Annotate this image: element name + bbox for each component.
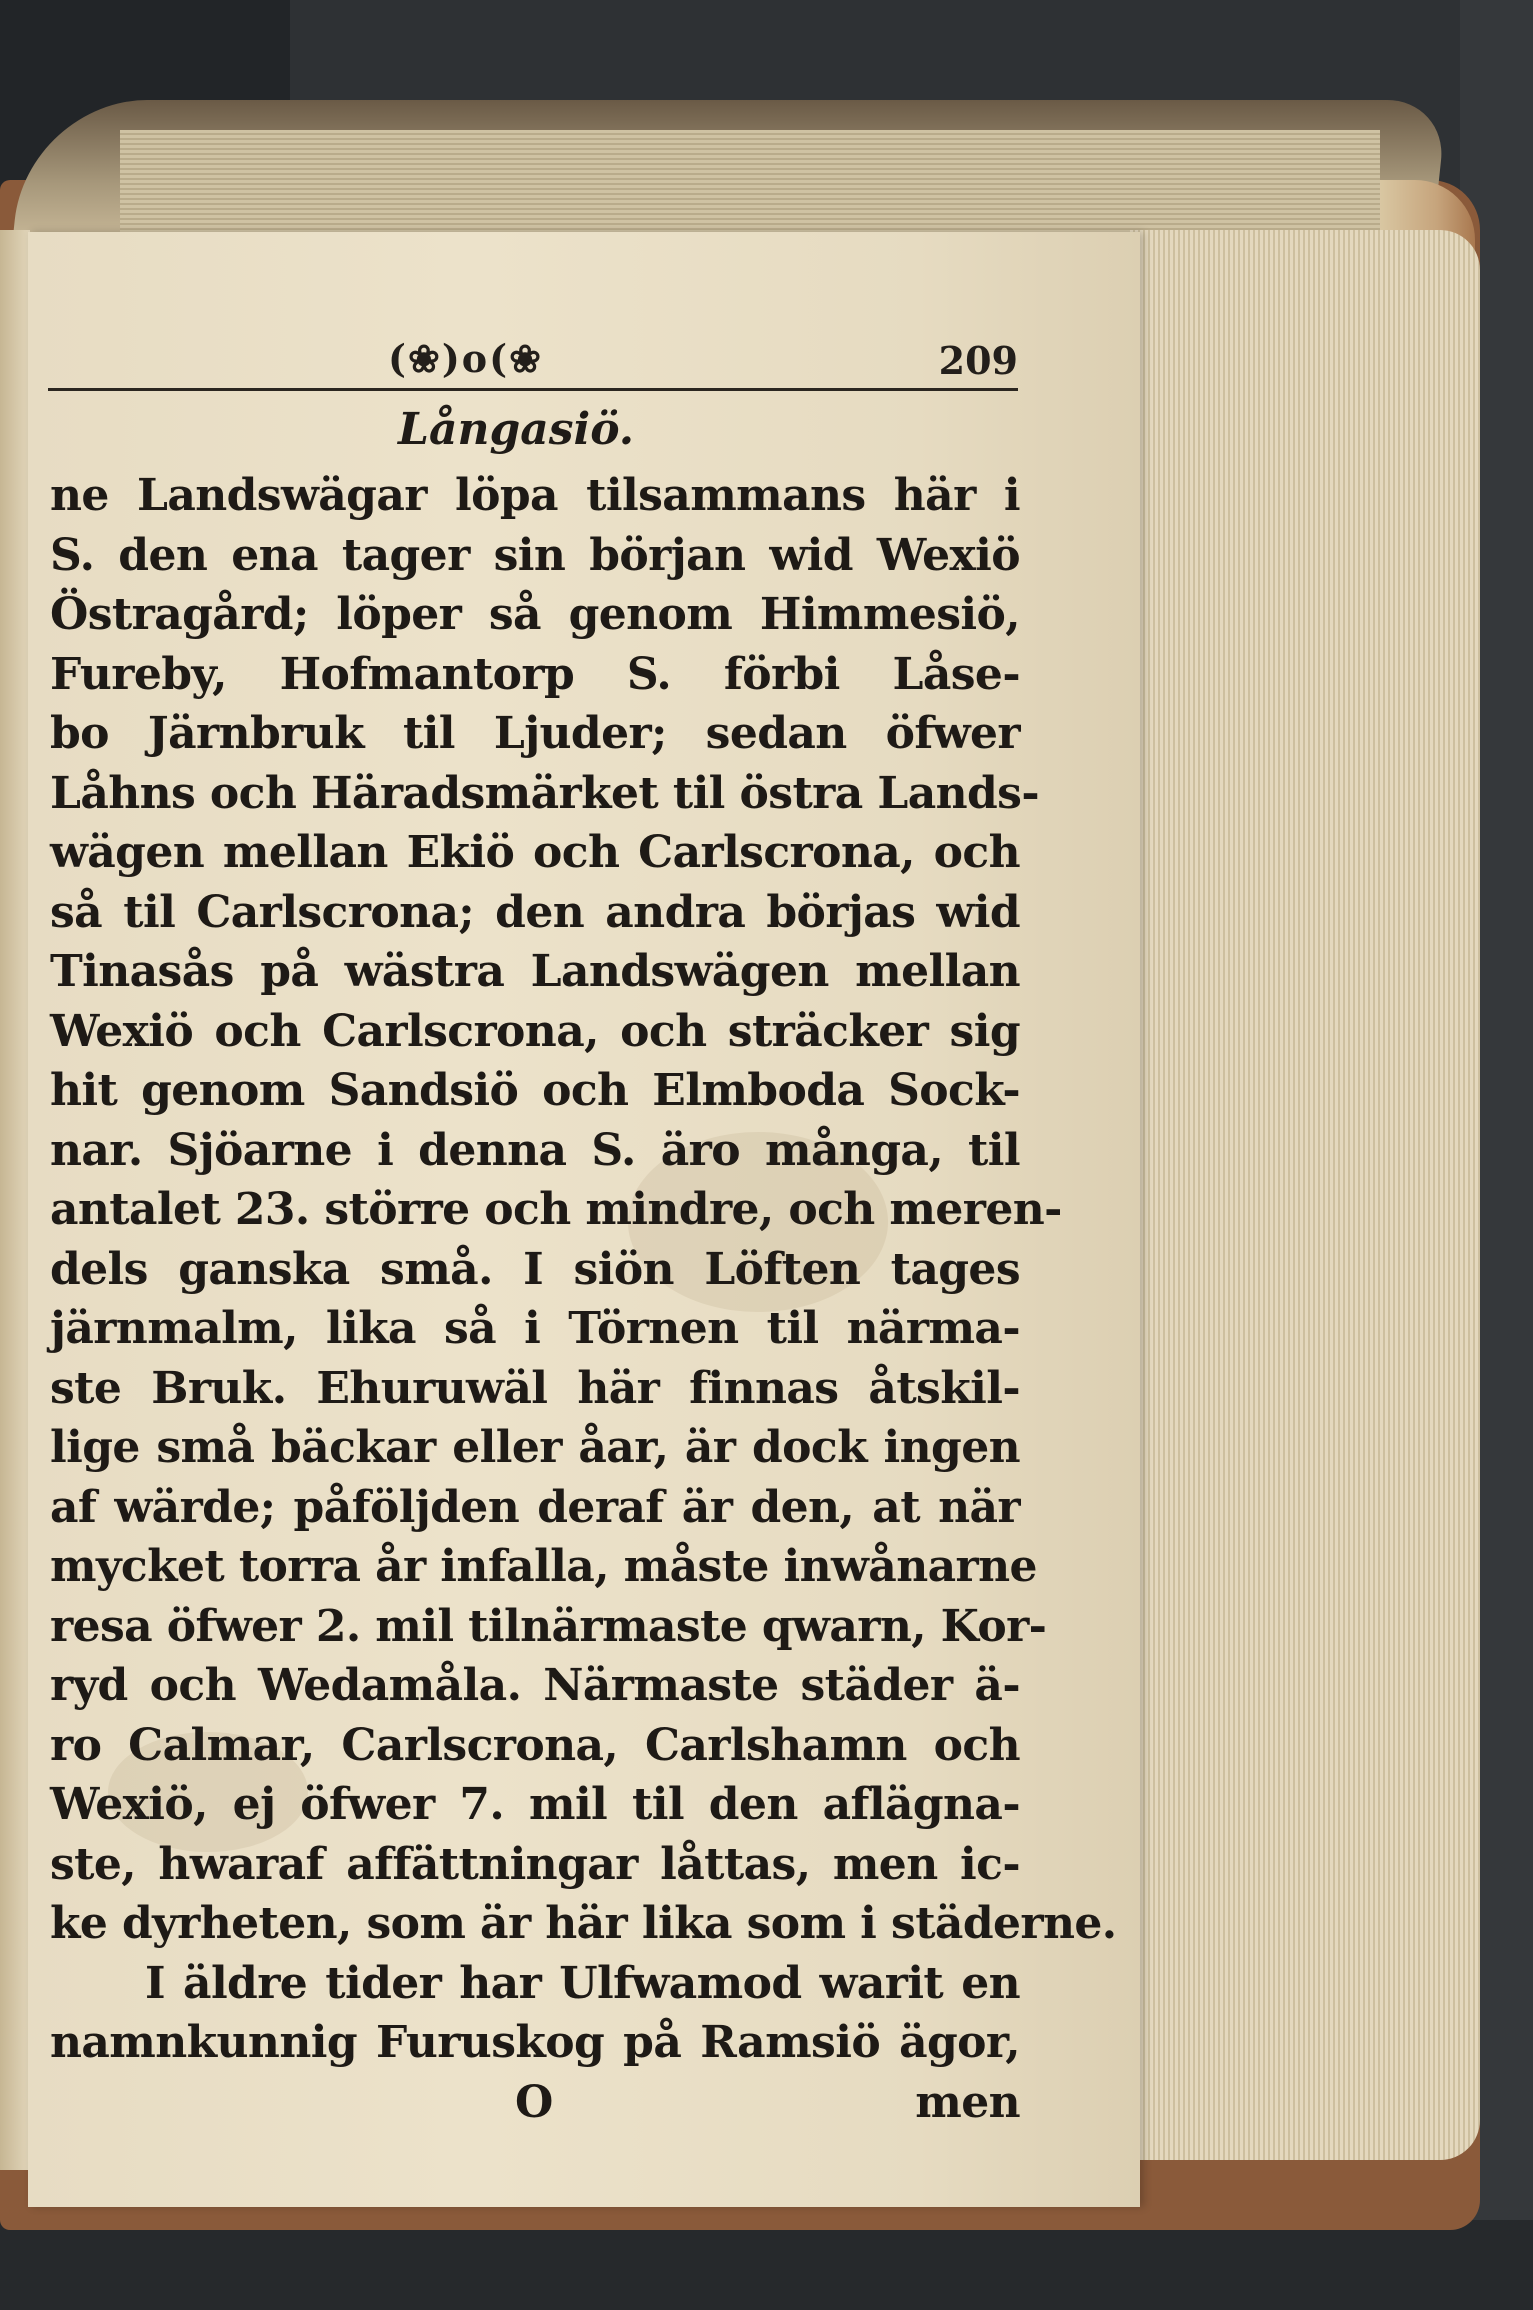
footer-line <box>50 2073 1020 2133</box>
text-line: järnmalm, lika så i Törnen til närma- <box>50 1303 1020 1354</box>
running-title: Långasiö. <box>398 404 635 455</box>
body-text <box>50 466 1117 2132</box>
text-line: Fureby, Hofmantorp S. förbi Låse- <box>50 648 1020 700</box>
text-line: I äldre tider har Ulfwamod warit en <box>145 1957 1020 2009</box>
text-line: ne Landswägar löpa tilsammans här i <box>50 470 1020 521</box>
text-line: lige små bäckar eller åar, är dock ingen <box>50 1422 1020 1473</box>
text-line: så til Carlscrona; den andra börjas wid <box>50 886 1020 938</box>
text-line: dels ganska små. I siön Löften tages <box>50 1243 1020 1295</box>
catchword: men <box>915 2076 1020 2128</box>
facing-page-sliver <box>0 230 30 2170</box>
text-line: nar. Sjöarne i denna S. äro många, til <box>50 1124 1020 1176</box>
text-line: ste, hwaraf affättningar låttas, men ic- <box>50 1838 1020 1890</box>
page-header <box>48 332 1018 391</box>
text-line: Tinasås på wästra Landswägen mellan <box>50 946 1020 997</box>
text-line: hit genom Sandsiö och Elmboda Sock- <box>50 1065 1020 1116</box>
text-line: Östragård; löper så genom Himmesiö, <box>50 589 1020 640</box>
background-bottom <box>0 2220 1533 2310</box>
text-line: antalet 23. större och mindre, och meren- <box>50 1184 1062 1235</box>
text-line: Wexiö och Carlscrona, och sträcker sig <box>50 1005 1020 1057</box>
text-line: ryd och Wedamåla. Närmaste städer ä- <box>50 1660 1020 1711</box>
text-line: ke dyrheten, som är här lika som i städerne. <box>50 1898 1117 1949</box>
text-line: af wärde; påföljden deraf är den, at när <box>50 1481 1020 1533</box>
text-line: namnkunnig Furuskog på Ramsiö ägor, <box>50 2017 1020 2068</box>
book-page <box>28 232 1140 2207</box>
text-line: ro Calmar, Carlscrona, Carlshamn och <box>50 1719 1020 1771</box>
page-edges-right <box>1130 230 1480 2160</box>
header-ornament: (❀)o(❀ <box>388 336 543 381</box>
text-line: bo Järnbruk til Ljuder; sedan öfwer <box>50 708 1020 759</box>
text-line: resa öfwer 2. mil tilnärmaste qwarn, Kor- <box>50 1600 1047 1652</box>
page-edges-top <box>120 130 1380 240</box>
text-line: ste Bruk. Ehuruwäl här finnas åtskil- <box>50 1362 1020 1414</box>
text-line: mycket torra år infalla, måste inwånarne <box>50 1541 1037 1592</box>
text-line: S. den ena tager sin början wid Wexiö <box>50 529 1020 581</box>
text-line: wägen mellan Ekiö och Carlscrona, och <box>50 827 1020 878</box>
page-number: 209 <box>938 338 1018 383</box>
signature-mark: O <box>515 2076 553 2128</box>
text-line: Wexiö, ej öfwer 7. mil til den aflägna- <box>50 1779 1020 1830</box>
text-line: Låhns och Häradsmärket til östra Lands- <box>50 767 1040 819</box>
